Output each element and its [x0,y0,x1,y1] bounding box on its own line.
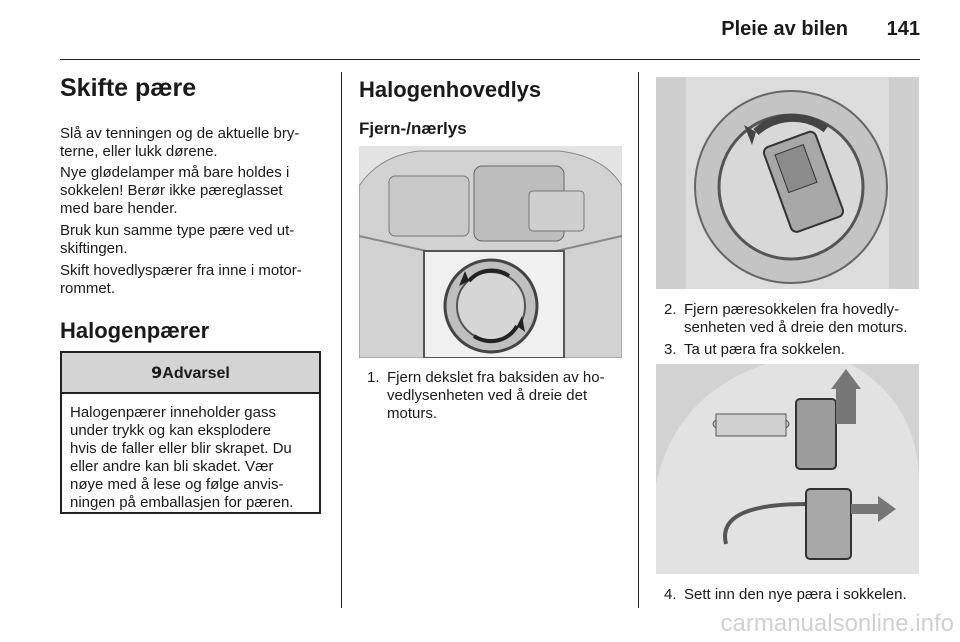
step-text: Sett inn den nye pæra i sokkelen. [684,586,907,603]
step-text: Fjern dekslet fra baksiden av ho- vedlysenheten ved å dreie det moturs. [387,369,605,422]
step-4 [664,586,924,606]
paragraph-2: Nye glødelamper må bare holdes i sokkelen! Berør ikke pæreglasset med bare hender. [60,164,290,217]
middle-heading: Halogenhovedlys [359,77,542,102]
bulb-illustration [656,364,919,574]
subsection-heading: Halogenpærer [60,318,210,343]
step-number: 2. [664,301,677,318]
warning-box [60,351,321,514]
warning-triangle-icon: 9 [151,363,163,382]
warning-text: Halogenpærer inneholder gass under trykk og kan eksplodere hvis de faller eller blir skrapet. Du eller andre kan bli skadet. Vær nøye med å lese og følge anvis- ningen på emballasjen for pæren. [70,404,294,511]
warning-title: Advarsel [162,365,230,382]
step-2 [664,301,924,341]
paragraph-4: Skift hovedlyspærer fra inne i motor- rommet. [60,262,302,297]
section-heading: Skifte pære [60,74,197,102]
engine-bay-drawing [359,146,622,358]
step-1 [367,369,627,429]
header-rule [60,59,920,60]
paragraph-3: Bruk kun samme type pære ved ut- skiftingen. [60,222,295,257]
socket-drawing [656,77,919,289]
warning-header [62,353,319,394]
engine-bay-illustration [359,146,622,358]
step-number: 1. [367,369,380,386]
socket-illustration [656,77,919,289]
step-text: Ta ut pæra fra sokkelen. [684,341,845,358]
running-header: Pleie av bilen [721,18,848,40]
step-number: 4. [664,586,677,603]
middle-subheading: Fjern-/nærlys [359,119,467,138]
column-divider-1 [341,72,342,608]
watermark: carmanualsonline.info [720,610,954,637]
bulb-drawing [656,364,919,574]
step-number: 3. [664,341,677,358]
paragraph-1: Slå av tenningen og de aktuelle bry- terne, eller lukk dørene. [60,125,300,160]
column-divider-2 [638,72,639,608]
step-3 [664,341,924,361]
page-number: 141 [886,18,920,40]
step-text: Fjern pæresokkelen fra hovedly- senheten ved å dreie den moturs. [684,301,908,336]
